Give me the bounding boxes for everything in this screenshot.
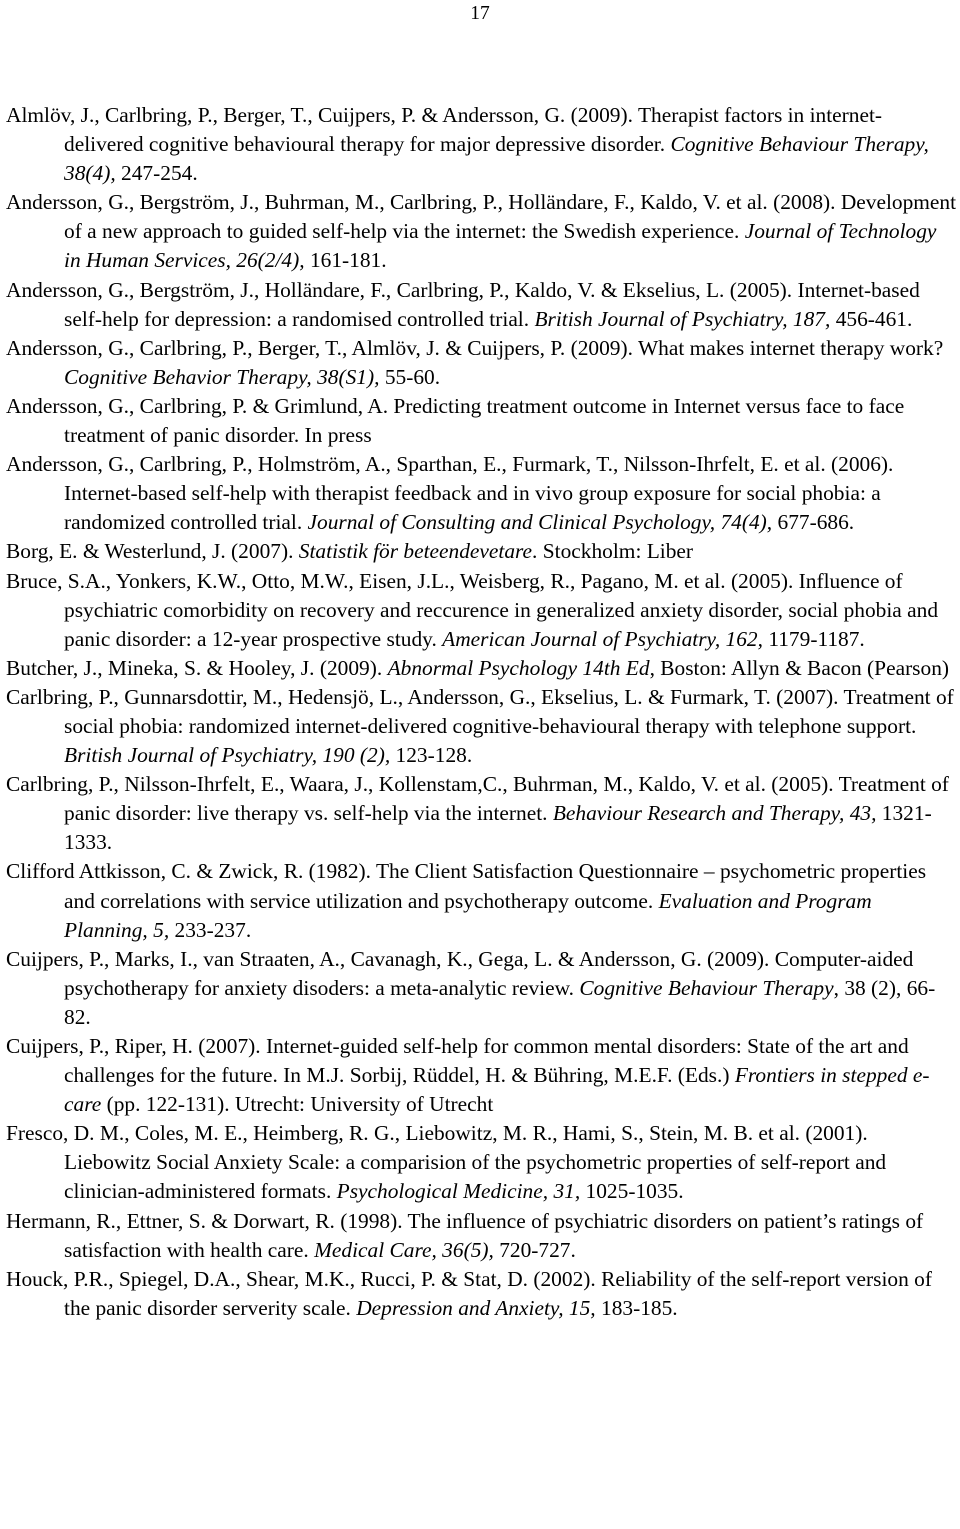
reference-pages: , 38 (2), 66-82.	[64, 975, 936, 1029]
reference-source: American Journal of Psychiatry, 162,	[442, 626, 763, 651]
reference-entry	[6, 334, 958, 392]
reference-pages: 677-686.	[772, 510, 855, 535]
reference-pages: . Stockholm: Liber	[532, 539, 694, 564]
reference-source: Frontiers in stepped e-care	[64, 1063, 930, 1117]
reference-source: Psychological Medicine, 31,	[336, 1179, 581, 1204]
reference-pages: 161-181.	[304, 248, 387, 273]
reference-source: Journal of Consulting and Clinical Psychology, 74(4),	[307, 510, 773, 535]
reference-title: Treatment of panic disorder: live therapy vs. self-help via the internet.	[64, 772, 949, 826]
reference-title: Predicting treatment outcome in Internet versus face to face treatment of panic disorder. In press	[64, 393, 905, 448]
reference-entry	[6, 683, 958, 770]
reference-title: Internet-guided self-help for common mental disorders: State of the art and challenges for the future. In M.J. Sorbij, Rüddel, H. & Bühring, M.E.F. (Eds.)	[64, 1034, 909, 1088]
reference-entry	[6, 1032, 958, 1119]
reference-pages: 233-237.	[169, 917, 252, 942]
reference-source: Cognitive Behaviour Therapy, 38(4),	[64, 132, 929, 186]
reference-title: Therapist factors in internet-delivered cognitive behavioural therapy for major depressive disorder.	[64, 103, 883, 157]
reference-authors: Carlbring, P., Nilsson-Ihrfelt, E., Waara, J., Kollenstam,C., Buhrman, M., Kaldo, V. et al. (2005).	[6, 772, 834, 797]
reference-authors: Cuijpers, P., Riper, H. (2007).	[6, 1034, 261, 1058]
reference-authors: Carlbring, P., Gunnarsdottir, M., Hedensjö, L., Andersson, G., Ekselius, L. & Furmark, T. (2007).	[6, 684, 839, 709]
reference-source: Medical Care, 36(5),	[314, 1237, 494, 1262]
reference-source: British Journal of Psychiatry, 187,	[534, 306, 831, 331]
reference-entry	[6, 450, 958, 537]
reference-entry	[6, 101, 958, 188]
reference-entry	[6, 1265, 958, 1323]
reference-pages: 123-128.	[390, 743, 473, 768]
reference-authors: Houck, P.R., Spiegel, D.A., Shear, M.K., Rucci, P. & Stat, D. (2002).	[6, 1266, 596, 1291]
reference-authors: Andersson, G., Bergström, J., Holländare, F., Carlbring, P., Kaldo, V. & Ekselius, L. (2005).	[6, 277, 793, 302]
reference-source: Journal of Technology in Human Services, 26(2/4),	[64, 219, 937, 273]
reference-source: British Journal of Psychiatry, 190 (2),	[64, 743, 391, 768]
reference-list	[6, 101, 958, 1323]
reference-pages: 1025-1035.	[580, 1179, 684, 1204]
page-number: 17	[470, 3, 490, 24]
reference-title: Computer-aided psychotherapy for anxiety disoders: a meta-analytic review.	[64, 946, 914, 1000]
reference-pages: 183-185.	[595, 1295, 678, 1320]
reference-pages: 456-461.	[830, 306, 913, 331]
reference-authors: Clifford Attkisson, C. & Zwick, R. (1982).	[6, 859, 372, 884]
reference-title: Liebowitz Social Anxiety Scale: a comparision of the psychometric properties of self-report and clinician-administered formats.	[64, 1150, 887, 1204]
reference-pages: 247-254.	[115, 161, 198, 186]
reference-entry	[6, 857, 958, 944]
reference-pages: , Boston: Allyn & Bacon (Pearson)	[649, 655, 950, 680]
reference-pages: 55-60.	[379, 364, 441, 389]
reference-source: Cognitive Behaviour Therapy	[579, 975, 834, 1000]
reference-title: Influence of psychiatric comorbidity on recovery and reccurence in generalized anxiety disorder, social phobia and panic disorder: a 12-year prospective study.	[64, 568, 939, 651]
reference-pages: 1321-1333.	[64, 801, 932, 855]
reference-entry	[6, 276, 958, 334]
reference-source: Cognitive Behavior Therapy, 38(S1),	[64, 364, 380, 389]
reference-authors: Almlöv, J., Carlbring, P., Berger, T., Cuijpers, P. & Andersson, G. (2009).	[6, 103, 633, 127]
reference-authors: Andersson, G., Carlbring, P., Berger, T., Almlöv, J. & Cuijpers, P. (2009).	[6, 335, 633, 360]
reference-title: Internet-based self-help for depression: a randomised controlled trial.	[64, 277, 920, 331]
reference-title: Internet-based self-help with therapist feedback and in vivo group exposure for social phobia: a randomized controlled trial.	[64, 481, 881, 535]
reference-source: Depression and Anxiety, 15,	[356, 1295, 596, 1320]
reference-entry	[6, 537, 958, 566]
reference-authors: Butcher, J., Mineka, S. & Hooley, J. (2009).	[6, 655, 383, 680]
reference-title: What makes internet therapy work?	[632, 335, 944, 360]
reference-authors: Andersson, G., Carlbring, P., Holmström, A., Sparthan, E., Furmark, T., Nilsson-Ihrfelt, E. et al. (2006).	[6, 452, 894, 477]
reference-authors: Borg, E. & Westerlund, J. (2007).	[6, 539, 294, 564]
reference-title: Treatment of social phobia: randomized internet-delivered cognitive-behavioural therapy with telephone support.	[64, 684, 954, 738]
reference-source: Evaluation and Program Planning, 5,	[64, 888, 872, 942]
reference-authors: Bruce, S.A., Yonkers, K.W., Otto, M.W., Eisen, J.L., Weisberg, R., Pagano, M. et al. (2005).	[6, 568, 794, 593]
reference-entry	[6, 188, 958, 275]
reference-authors: Andersson, G., Bergström, J., Buhrman, M., Carlbring, P., Holländare, F., Kaldo, V. et al. (2008).	[6, 190, 836, 215]
reference-entry	[6, 392, 958, 450]
reference-pages: (pp. 122-131). Utrecht: University of Utrecht	[101, 1092, 494, 1117]
reference-title: The Client Satisfaction Questionnaire – psychometric properties and correlations with service utilization and psychotherapy outcome.	[64, 859, 927, 913]
reference-source: Abnormal Psychology 14th Ed	[387, 655, 650, 680]
reference-source: Statistik för beteendevetare	[298, 539, 533, 564]
reference-title: Development of a new approach to guided self-help via the internet: the Swedish experience.	[64, 190, 957, 244]
reference-authors: Hermann, R., Ettner, S. & Dorwart, R. (1998).	[6, 1208, 403, 1233]
reference-authors: Fresco, D. M., Coles, M. E., Heimberg, R. G., Liebowitz, M. R., Hami, S., Stein, M. B. et al. (2001).	[6, 1121, 868, 1146]
reference-entry	[6, 567, 958, 654]
reference-pages: 1179-1187.	[762, 626, 865, 651]
reference-source: Behaviour Research and Therapy, 43,	[552, 801, 877, 826]
reference-authors: Cuijpers, P., Marks, I., van Straaten, A., Cavanagh, K., Gega, L. & Andersson, G. (2009).	[6, 946, 770, 971]
reference-entry	[6, 945, 958, 1032]
reference-entry	[6, 654, 958, 683]
reference-entry	[6, 1207, 958, 1265]
reference-authors: Andersson, G., Carlbring, P. & Grimlund, A.	[6, 393, 389, 418]
reference-entry	[6, 1119, 958, 1206]
reference-pages: 720-727.	[493, 1237, 576, 1262]
reference-entry	[6, 770, 958, 857]
reference-title: Reliability of the self-report version of the panic disorder serverity scale.	[64, 1266, 932, 1320]
reference-title: The influence of psychiatric disorders on patient’s ratings of satisfaction with health care.	[64, 1208, 924, 1262]
